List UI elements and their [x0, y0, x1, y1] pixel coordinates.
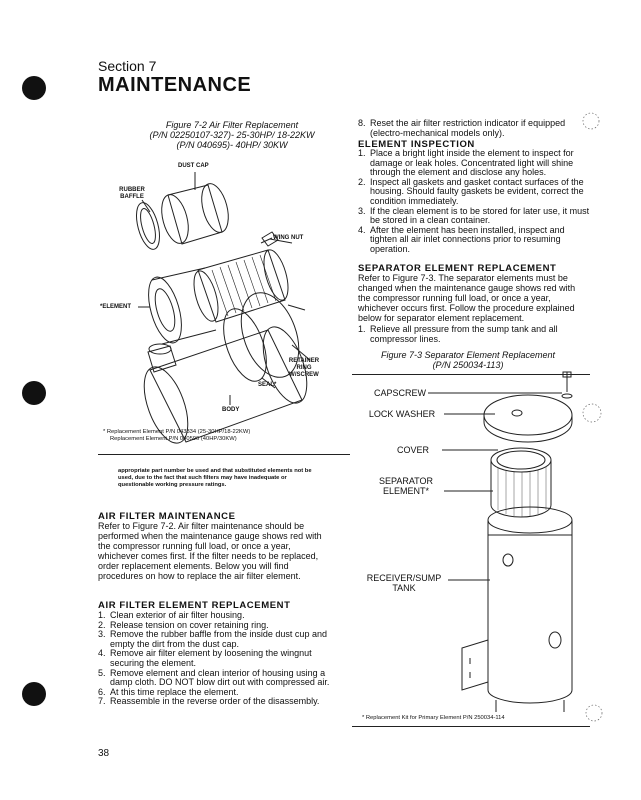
rubber-baffle-label: RUBBER BAFFLE [119, 187, 145, 200]
figure-7-3-caption-line: Figure 7-3 Separator Element Replacement [380, 350, 556, 360]
list-item: 5. Remove element and clean interior of housing using a damp cloth. DO NOT blow dirt out with compressed air. [98, 669, 332, 688]
step-text: Inspect all gaskets and gasket contact surfaces of the housing. Should faulty gaskets be evident, correct the condition immediately. [370, 176, 584, 206]
figure-7-2-notes [103, 429, 353, 443]
step-text: Remove the rubber baffle from the inside dust cup and empty the dirt from the dust cap. [110, 629, 327, 649]
list-item: 2. Release tension on cover retaining ring. [98, 619, 269, 630]
caution-text: appropriate part number be used and that substituted elements not be used, due to the fact that such filters may have inadequate or questionable working pressure ratings. [118, 468, 312, 488]
step-text: Release tension on cover retaining ring. [110, 619, 269, 630]
element-inspection-heading: ELEMENT INSPECTION [358, 139, 475, 150]
figure-7-3-bottom-rule [352, 726, 590, 727]
step-text: Place a bright light inside the element to inspect for damage or leak holes. Concentrated light will shine through the element and disclose any holes. [370, 148, 574, 178]
step-text: Remove element and clean interior of housing using a damp cloth. DO NOT blow dirt out with compressed air. [110, 667, 330, 688]
capscrew-label: CAPSCREW [373, 388, 426, 398]
receiver-sump-tank-label: RECEIVER/SUMP TANK [366, 573, 442, 593]
body-label: BODY [222, 407, 240, 413]
replacement-element-note: * Replacement Element P/N 043334 (25-30HP/18-22KW) [103, 429, 251, 435]
element-label: *ELEMENT [100, 304, 132, 310]
figure-7-2-caption-line: Figure 7-2 Air Filter Replacement [165, 120, 299, 130]
figure-7-2-caption [112, 120, 352, 150]
retainer-ring-label: RETAINER RING W/SCREW [288, 358, 320, 378]
element-replacement-heading: AIR FILTER ELEMENT REPLACEMENT [98, 600, 291, 611]
list-item: 4. After the element has been installed, inspect and tighten all air inlet connections prior to resuming operation. [358, 226, 590, 255]
step-8-text: Reset the air filter restriction indicator if equipped (electro-mechanical models only). [370, 118, 566, 138]
list-item: 3. Remove the rubber baffle from the inside dust cup and empty the dirt from the dust cap. [98, 630, 332, 649]
figure-7-2-caption-line: (P/N 040695)- 40HP/ 30KW [176, 140, 288, 150]
step-text: Reassemble in the reverse order of the disassembly. [110, 696, 320, 707]
list-item: 2. Inspect all gaskets and gasket contact surfaces of the housing. Should faulty gaskets be evident, correct the condition immediately. [358, 178, 590, 207]
dust-cap-label: DUST CAP [178, 163, 209, 169]
punch-hole-bottom [22, 682, 46, 706]
punch-hole-middle [22, 381, 46, 405]
separator-step-1: 1. Relieve all pressure from the sump tank and all compressor lines. [358, 324, 590, 344]
separator-replacement-heading: SEPARATOR ELEMENT REPLACEMENT [358, 263, 557, 274]
step-8: 8. Reset the air filter restriction indicator if equipped (electro-mechanical models only). [358, 118, 590, 138]
step-text: Clean exterior of air filter housing. [110, 610, 245, 620]
step-text: If the clean element is to be stored for later use, it must be stored in a clean container. [370, 205, 590, 226]
list-item: 1. Place a bright light inside the element to inspect for damage or leak holes. Concentrated light will shine through the element and disclose any holes. [358, 149, 590, 178]
page-title: MAINTENANCE [98, 74, 252, 96]
list-item: 4. Remove air filter element by loosening the wingnut securing the element. [98, 649, 332, 668]
figure-7-3-top-rule [352, 374, 590, 375]
step-text: After the element has been installed, inspect and tighten all air inlet connections prior to resuming operation. [370, 224, 565, 254]
air-filter-maintenance-text: Refer to Figure 7-2. Air filter maintenance should be performed when the maintenance gauge shows red with the compressor running full load, or once a year, whichever comes first. If the filter needs to be replaced, order replacement elements. Below you will find procedures on how to replace the air filter element. [98, 521, 322, 581]
punch-hole-top [22, 76, 46, 100]
list-item: 1. Clean exterior of air filter housing. [98, 610, 245, 620]
lock-washer-label: LOCK WASHER [368, 409, 436, 419]
figure-7-3-caption-line: (P/N 250034-113) [432, 360, 504, 370]
step-text: At this time replace the element. [110, 686, 239, 697]
cover-label: COVER [396, 445, 429, 455]
separator-element-label: SEPARATOR ELEMENT* [378, 476, 433, 496]
air-filter-maintenance-heading: AIR FILTER MAINTENANCE [98, 511, 236, 522]
figure-7-2-caption-line: (P/N 02250107-327)- 25-30HP/ 18-22KW [149, 130, 315, 140]
seal-label: SEAL* [258, 382, 277, 388]
step-text: Remove air filter element by loosening the wingnut securing the element. [110, 648, 312, 668]
list-item: 7. Reassemble in the reverse order of the disassembly. [98, 696, 320, 707]
replacement-kit-note: * Replacement Kit for Primary Element P/N 250034-114 [362, 715, 505, 721]
figure-7-2-divider [98, 454, 350, 455]
separator-step-1-text: Relieve all pressure from the sump tank and all compressor lines. [370, 324, 558, 344]
list-item: 6. At this time replace the element. [98, 686, 239, 697]
separator-replacement-text: Refer to Figure 7-3. The separator elements must be changed when the maintenance gauge shows red with the compressor running full load, or once a year, whichever occurs first. Follow the procedure explained below for separator element replacement. [358, 273, 576, 323]
figure-7-3-caption [348, 350, 588, 370]
replacement-element-note: Replacement Element P/N 040596 (40HP/30KW) [110, 436, 237, 442]
element-replacement-steps [98, 611, 332, 707]
list-item: 3. If the clean element is to be stored for later use, it must be stored in a clean container. [358, 205, 590, 226]
wing-nut-label: WING NUT [273, 235, 304, 241]
page-number: 38 [98, 748, 110, 759]
section-label: Section 7 [98, 58, 157, 74]
element-inspection-steps [358, 149, 590, 255]
